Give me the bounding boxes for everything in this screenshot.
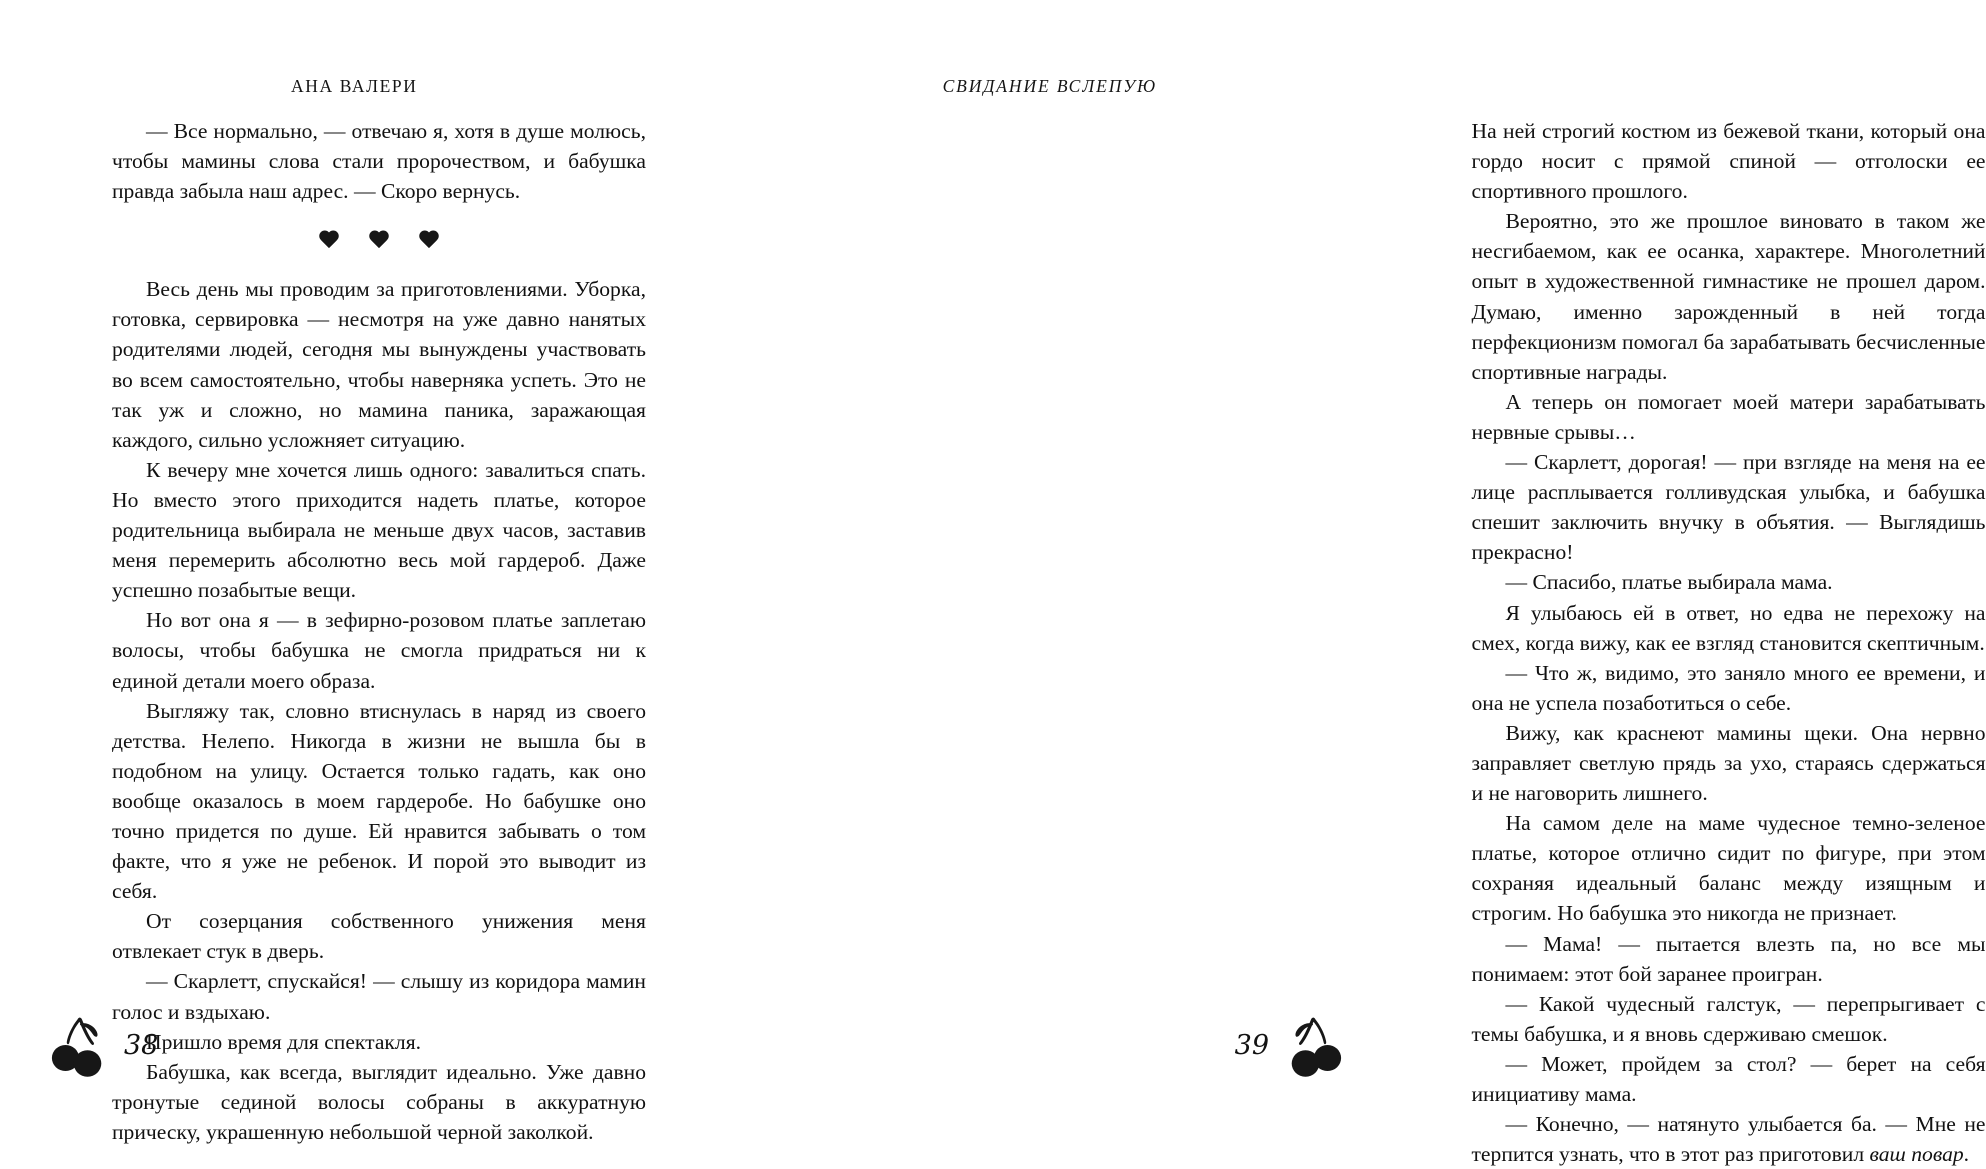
paragraph: — Мама! — пытается влезть па, но все мы понимаем: этот бой заранее проигран. xyxy=(1471,931,1986,986)
left-page-folio xyxy=(48,1015,158,1079)
heart-icon xyxy=(418,231,440,251)
paragraph: К вечеру мне хочется лишь одного: завалиться спать. Но вместо этого приходится надеть платье, которое родительница выбирала не меньше двух часов, заставив меня перемерить абсолютно весь мой гардероб. Даже успешно позабытые вещи. xyxy=(112,457,646,603)
italic-phrase: ваш повар xyxy=(1869,1142,1964,1167)
paragraph-with-italic xyxy=(1472,1109,1986,1169)
paragraph: Но вот она я — в зефирно-розовом платье заплетаю волосы, чтобы бабушка не смогла придраться ни к единой детали моего образа. xyxy=(112,608,646,693)
paragraph: — Может, пройдем за стол? — берет на себя инициативу мама. xyxy=(1471,1051,1986,1106)
paragraph: А теперь он помогает моей матери зарабатывать нервные срывы… xyxy=(1471,389,1986,444)
right-page xyxy=(697,0,1986,1167)
paragraph-text-before-italic: — Конечно, — натянуто улыбается ба. — Мне не терпится узнать, что в этот раз приготовил xyxy=(1471,1112,1986,1167)
heart-icon xyxy=(368,231,390,251)
paragraph: — Скарлетт, спускайся! — слышу из коридора мамин голос и вздыхаю. xyxy=(112,969,646,1024)
paragraph: — Все нормально, — отвечаю я, хотя в душе молюсь, чтобы мамины слова стали пророчеством, и бабушка правда забыла наш адрес. — Скоро вернусь. xyxy=(112,119,646,204)
left-page xyxy=(0,0,697,1144)
paragraph: — Какой чудесный галстук, — перепрыгивает с темы бабушка, и я вновь сдерживаю смешок. xyxy=(1471,991,1986,1046)
paragraph: Бабушка, как всегда, выглядит идеально. Уже давно тронутые сединой волосы собраны в аккуратную прическу, украшенную небольшой черной заколкой. xyxy=(112,1059,646,1144)
paragraph: — Скарлетт, дорогая! — при взгляде на меня на ее лице расплывается голливудская улыбка, и бабушка спешит заключить внучку в объятия. — Выглядишь прекрасно! xyxy=(1471,450,1986,565)
page-number: 38 xyxy=(124,1029,159,1061)
cherries-icon xyxy=(1283,1015,1345,1079)
paragraph: — Что ж, видимо, это заняло много ее времени, и она не успела позаботиться о себе. xyxy=(1471,660,1986,715)
three-hearts-divider xyxy=(112,224,646,258)
left-page-text-column xyxy=(112,116,646,1147)
right-page-text-column xyxy=(1472,116,1986,1169)
paragraph: Вижу, как краснеют мамины щеки. Она нервно заправляет светлую прядь за ухо, стараясь сдержаться и не наговорить лишнего. xyxy=(1471,720,1986,806)
paragraph: Вероятно, это же прошлое виновато в таком же несгибаемом, как ее осанка, характере. Многолетний опыт в художественной гимнастике не прошел даром. Думаю, именно зарожденный в ней тогда перфекционизм помогал ба зарабатывать бесчисленные спортивные награды. xyxy=(1471,209,1986,384)
paragraph: На ней строгий костюм из бежевой ткани, который она гордо носит с прямой спиной — отголоски ее спортивного прошлого. xyxy=(1471,119,1986,204)
paragraph: Пришло время для спектакля. xyxy=(146,1029,422,1054)
paragraph: Выгляжу так, словно втиснулась в наряд из своего детства. Нелепо. Никогда в жизни не вышла бы в подобном на улицу. Остается только гадать, как оно вообще оказалось в моем гардеробе. Но бабушке оно точно придется по душе. Ей нравится забывать о том факте, что я уже не ребенок. И порой это выводит из себя. xyxy=(112,698,646,904)
paragraph: От созерцания собственного унижения меня отвлекает стук в дверь. xyxy=(112,909,646,964)
heart-icon xyxy=(318,231,340,251)
paragraph: — Спасибо, платье выбирала мама. xyxy=(1505,570,1833,595)
running-head-title: СВИДАНИЕ ВСЛЕПУЮ xyxy=(942,76,1157,96)
page-number: 39 xyxy=(1234,1029,1269,1061)
cherries-icon xyxy=(48,1015,110,1079)
right-page-folio xyxy=(1235,1015,1345,1079)
paragraph: На самом деле на маме чудесное темно-зеленое платье, которое отлично сидит по фигуре, при этом сохраняя идеальный баланс между изящным и строгим. Но бабушка это никогда не признает. xyxy=(1471,811,1986,926)
running-head-author: АНА ВАЛЕРИ xyxy=(291,76,418,96)
paragraph: Весь день мы проводим за приготовлениями. Уборка, готовка, сервировка — несмотря на уже давно нанятых родителями людей, сегодня мы вынуждены участвовать во всем самостоятельно, чтобы наверняка успеть. Это не так уж и сложно, но мамина паника, заражающая каждого, сильно усложняет ситуацию. xyxy=(112,277,646,452)
paragraph: Я улыбаюсь ей в ответ, но едва не перехожу на смех, когда вижу, как ее взгляд становится скептичным. xyxy=(1471,600,1986,655)
paragraph-text-after-italic: . xyxy=(1963,1142,1970,1167)
